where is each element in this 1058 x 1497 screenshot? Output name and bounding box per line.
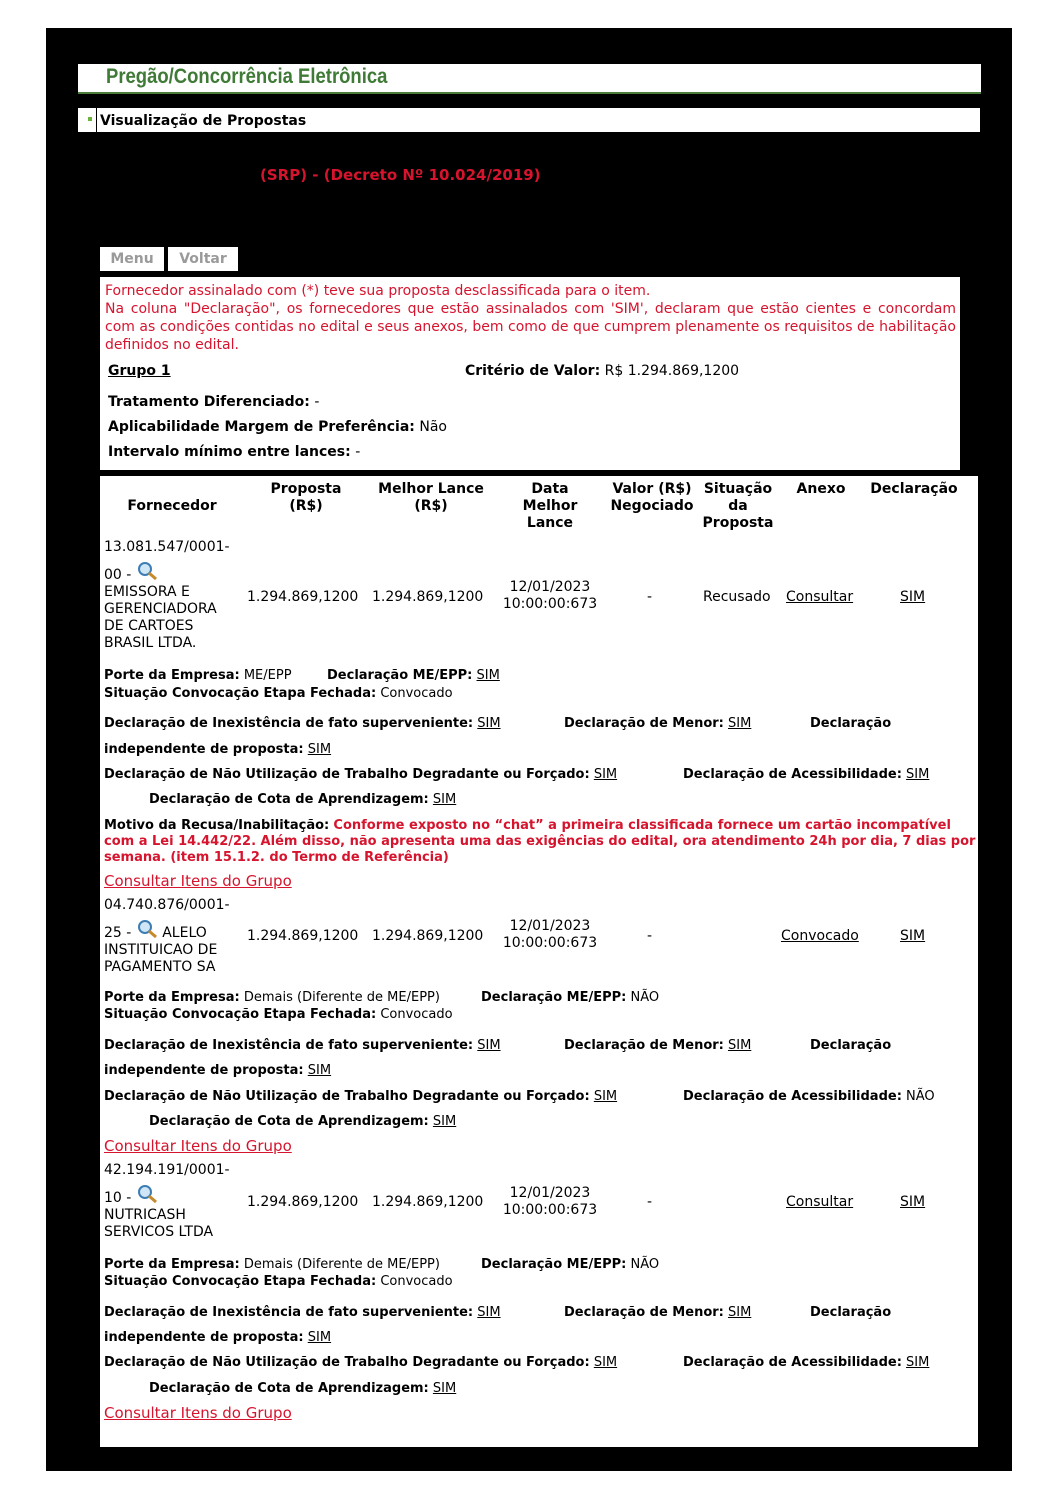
supplier-1-motivo: Motivo da Recusa/Inabilitação: Conforme exposto no “chat” a primeira classificada fornece um cartão incompatível com a Lei 14.442/22. Além disso, não apresenta uma das exigências do edital, ora atendimento 24h por dia, 7 dias por semana. (item 15.1.2. do Termo de Referência): [104, 818, 976, 865]
supplier-1-acessibilidade: Declaração de Acessibilidade: SIM: [683, 767, 930, 782]
supplier-1-proposta: 1.294.869,1200: [247, 589, 359, 605]
magnifier-icon[interactable]: [136, 561, 158, 581]
supplier-1-situacao: Recusado: [703, 589, 771, 605]
supplier-3-independente: independente de proposta: SIM: [104, 1330, 332, 1345]
col-melhor-lance: Melhor Lance (R$): [378, 481, 484, 514]
col-declaracao: Declaração: [870, 481, 958, 497]
group-info-panel: [100, 277, 960, 470]
srp-label: (SRP) - (Decreto Nº 10.024/2019): [260, 166, 541, 184]
supplier-3-valor: -: [647, 1194, 653, 1210]
section-header: [78, 108, 980, 132]
supplier-3-trabalho: Declaração de Não Utilização de Trabalho Degradante ou Forçado: SIM: [104, 1355, 618, 1370]
supplier-2-menor: Declaração de Menor: SIM: [564, 1038, 752, 1053]
supplier-3-melhor-lance: 1.294.869,1200: [372, 1194, 484, 1210]
col-fornecedor: Fornecedor: [127, 498, 217, 514]
supplier-2-consultar-itens-link[interactable]: Consultar Itens do Grupo: [104, 1137, 292, 1155]
supplier-2-independente: independente de proposta: SIM: [104, 1063, 332, 1078]
supplier-2-fornecedor: 04.740.876/0001- 25 - ALELO INSTITUICAO DE PAGAMENTO SA: [104, 897, 230, 975]
supplier-3-acessibilidade: Declaração de Acessibilidade: SIM: [683, 1355, 930, 1370]
page-title-bar: [78, 64, 981, 94]
supplier-1-consultar-itens-link[interactable]: Consultar Itens do Grupo: [104, 872, 292, 890]
supplier-1-inexistencia: Declaração de Inexistência de fato superveniente: SIM: [104, 716, 501, 731]
supplier-1-decl-me: Declaração ME/EPP: SIM: [327, 668, 500, 683]
menu-button[interactable]: Menu: [100, 247, 164, 271]
supplier-2-data: 12/01/2023 10:00:00:673: [502, 918, 598, 951]
intervalo-lances: Intervalo mínimo entre lances: -: [108, 444, 361, 460]
supplier-2-anexo-link[interactable]: Convocado: [781, 928, 859, 944]
supplier-1-data: 12/01/2023 10:00:00:673: [502, 579, 598, 612]
decl-me-link[interactable]: SIM: [476, 668, 500, 683]
bullet-icon: [88, 117, 92, 121]
supplier-1-valor: -: [647, 589, 653, 605]
supplier-1-fornecedor: 13.081.547/0001- 00 - EMISSORA E GERENCIADORA DE CARTOES BRASIL LTDA.: [104, 539, 230, 651]
supplier-1-melhor-lance: 1.294.869,1200: [372, 589, 484, 605]
col-proposta: Proposta (R$): [270, 481, 342, 514]
supplier-3-porte: Porte da Empresa: Demais (Diferente de ME/EPP): [104, 1257, 440, 1272]
notice-line-1: Fornecedor assinalado com (*) teve sua proposta desclassificada para o item.: [105, 283, 651, 299]
magnifier-icon[interactable]: [136, 1184, 158, 1204]
notice-text: [105, 282, 956, 354]
supplier-1-declaracao-link[interactable]: SIM: [900, 589, 926, 605]
supplier-3-anexo-link[interactable]: Consultar: [786, 1194, 854, 1210]
supplier-3-proposta: 1.294.869,1200: [247, 1194, 359, 1210]
supplier-2-valor: -: [647, 928, 653, 944]
supplier-2-declaracao-link[interactable]: SIM: [900, 928, 926, 944]
supplier-3-consultar-itens-link[interactable]: Consultar Itens do Grupo: [104, 1404, 292, 1422]
margem-preferencia: Aplicabilidade Margem de Preferência: Não: [108, 419, 447, 435]
supplier-3-situacao-conv: Situação Convocação Etapa Fechada: Convocado: [104, 1274, 453, 1289]
col-valor: Valor (R$) Negociado: [610, 481, 694, 514]
supplier-1-independente-label: Declaração: [810, 716, 892, 731]
supplier-2-inexistencia: Declaração de Inexistência de fato superveniente: SIM: [104, 1038, 501, 1053]
supplier-2-melhor-lance: 1.294.869,1200: [372, 928, 484, 944]
col-anexo: Anexo: [796, 481, 846, 497]
supplier-3-independente-label: Declaração: [810, 1305, 892, 1320]
divider: [96, 108, 97, 132]
col-situacao: Situação da Proposta: [702, 481, 774, 531]
notice-line-2: Na coluna "Declaração", os fornecedores que estão assinalados com 'SIM', declaram que estão cientes e concordam com as condições contidas no edital e seus anexos, bem como de que cumprem plenamente os requisitos de habilitação definidos no edital.: [105, 301, 956, 353]
voltar-button[interactable]: Voltar: [168, 247, 238, 271]
supplier-1-cota: Declaração de Cota de Aprendizagem: SIM: [149, 792, 457, 807]
supplier-3-menor: Declaração de Menor: SIM: [564, 1305, 752, 1320]
supplier-3-declaracao-link[interactable]: SIM: [900, 1194, 926, 1210]
magnifier-icon[interactable]: [136, 919, 158, 939]
supplier-1-menor: Declaração de Menor: SIM: [564, 716, 752, 731]
supplier-2-acessibilidade: Declaração de Acessibilidade: NÃO: [683, 1089, 935, 1104]
supplier-1-anexo-link[interactable]: Consultar: [786, 589, 854, 605]
supplier-1-porte: Porte da Empresa: ME/EPP: [104, 668, 292, 683]
proposals-table: [100, 476, 978, 1447]
supplier-2-cota: Declaração de Cota de Aprendizagem: SIM: [149, 1114, 457, 1129]
criterio-valor: Critério de Valor: R$ 1.294.869,1200: [465, 363, 740, 379]
supplier-1-independente: independente de proposta: SIM: [104, 742, 332, 757]
supplier-2-trabalho: Declaração de Não Utilização de Trabalho Degradante ou Forçado: SIM: [104, 1089, 618, 1104]
supplier-1-trabalho: Declaração de Não Utilização de Trabalho Degradante ou Forçado: SIM: [104, 767, 618, 782]
supplier-2-porte: Porte da Empresa: Demais (Diferente de ME/EPP): [104, 990, 440, 1005]
supplier-3-cota: Declaração de Cota de Aprendizagem: SIM: [149, 1381, 457, 1396]
section-title: Visualização de Propostas: [100, 113, 307, 129]
col-data: Data Melhor Lance: [522, 481, 578, 531]
supplier-3-decl-me: Declaração ME/EPP: NÃO: [481, 1257, 660, 1272]
page-title: Pregão/Concorrência Eletrônica: [106, 65, 388, 88]
supplier-3-inexistencia: Declaração de Inexistência de fato superveniente: SIM: [104, 1305, 501, 1320]
group-name: Grupo 1: [108, 363, 171, 379]
supplier-2-situacao-conv: Situação Convocação Etapa Fechada: Convocado: [104, 1007, 453, 1022]
supplier-3-fornecedor: 42.194.191/0001- 10 - NUTRICASH SERVICOS LTDA: [104, 1162, 230, 1240]
supplier-3-data: 12/01/2023 10:00:00:673: [502, 1185, 598, 1218]
supplier-2-proposta: 1.294.869,1200: [247, 928, 359, 944]
tratamento-diferenciado: Tratamento Diferenciado: -: [108, 394, 320, 410]
supplier-1-situacao-conv: Situação Convocação Etapa Fechada: Convocado: [104, 686, 453, 701]
supplier-2-decl-me: Declaração ME/EPP: NÃO: [481, 990, 660, 1005]
supplier-2-independente-label: Declaração: [810, 1038, 892, 1053]
